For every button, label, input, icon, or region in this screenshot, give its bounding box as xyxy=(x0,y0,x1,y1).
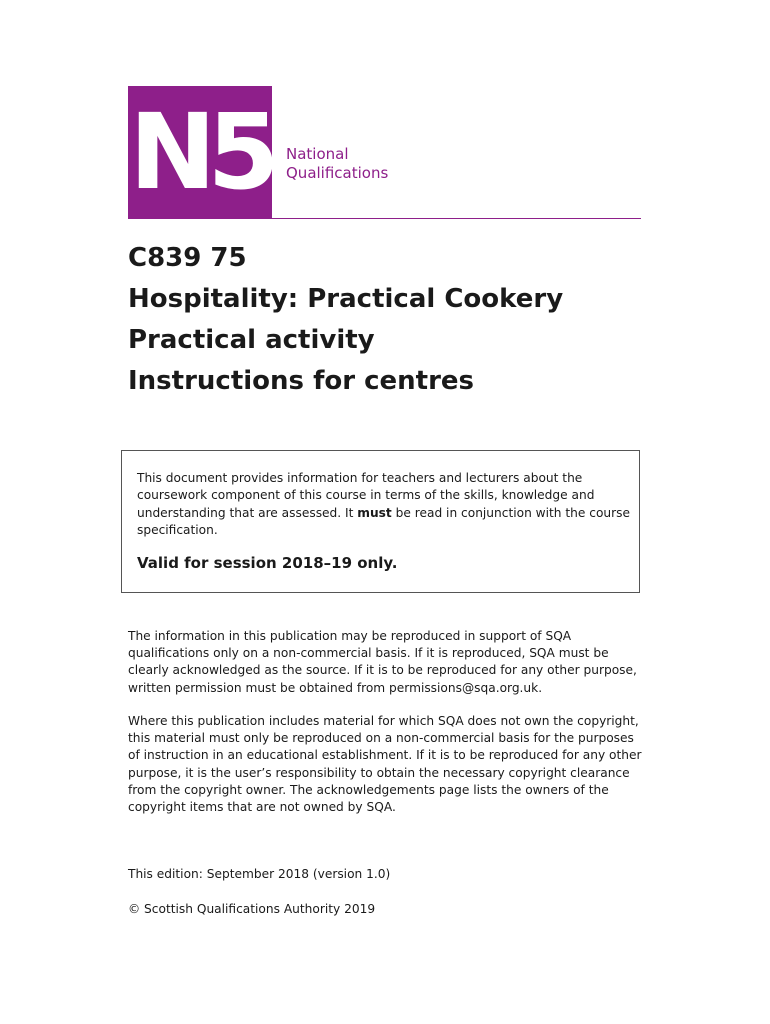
course-code: C839 75 xyxy=(128,243,247,273)
copyright-line: © Scottish Qualifications Authority 2019 xyxy=(128,902,376,916)
edition-line: This edition: September 2018 (version 1.0) xyxy=(128,867,391,881)
reproduction-notice: The information in this publication may be reproduced in support of SQA qualifications only on a non-commercial basis. If it is reproduced, SQA must be clearly acknowledged as the source. If it is to be reproduced for any other purpose, written permission must be obtained from permissions@sqa.org.uk. xyxy=(128,629,637,695)
info-description xyxy=(137,470,632,539)
logo-line-qualifications: Qualifications xyxy=(286,164,389,182)
info-description-end: be read in conjunction with the course specification. xyxy=(137,505,631,537)
info-description-emphasis: must xyxy=(357,505,392,520)
component-name: Practical activity xyxy=(128,325,375,355)
logo-mark: N5 xyxy=(129,91,271,213)
copyright-notice: Where this publication includes material for which SQA does not own the copyright, this material must only be reproduced on a non-commercial basis for the purposes of instruction in an educational establishment. If it is to be reproduced for any other purpose, it is the user’s responsibility to obtain the necessary copyright clearance from the copyright owner. The acknowledgements page lists the owners of the copyright items that are not owned by SQA. xyxy=(128,714,642,815)
validity-statement: Valid for session 2018–19 only. xyxy=(137,554,398,572)
info-box xyxy=(121,450,640,593)
document-title xyxy=(128,238,563,402)
info-description-start: This document provides information for teachers and lecturers about the coursework component of this course in terms of the skills, knowledge and understanding that are assessed. It xyxy=(137,471,595,520)
document-type: Instructions for centres xyxy=(128,366,475,396)
header-divider xyxy=(272,218,641,219)
n5-logo xyxy=(128,86,272,219)
logo-wordmark xyxy=(286,145,388,183)
logo-line-national: National xyxy=(286,145,349,163)
course-subject: Hospitality: Practical Cookery xyxy=(128,284,564,314)
